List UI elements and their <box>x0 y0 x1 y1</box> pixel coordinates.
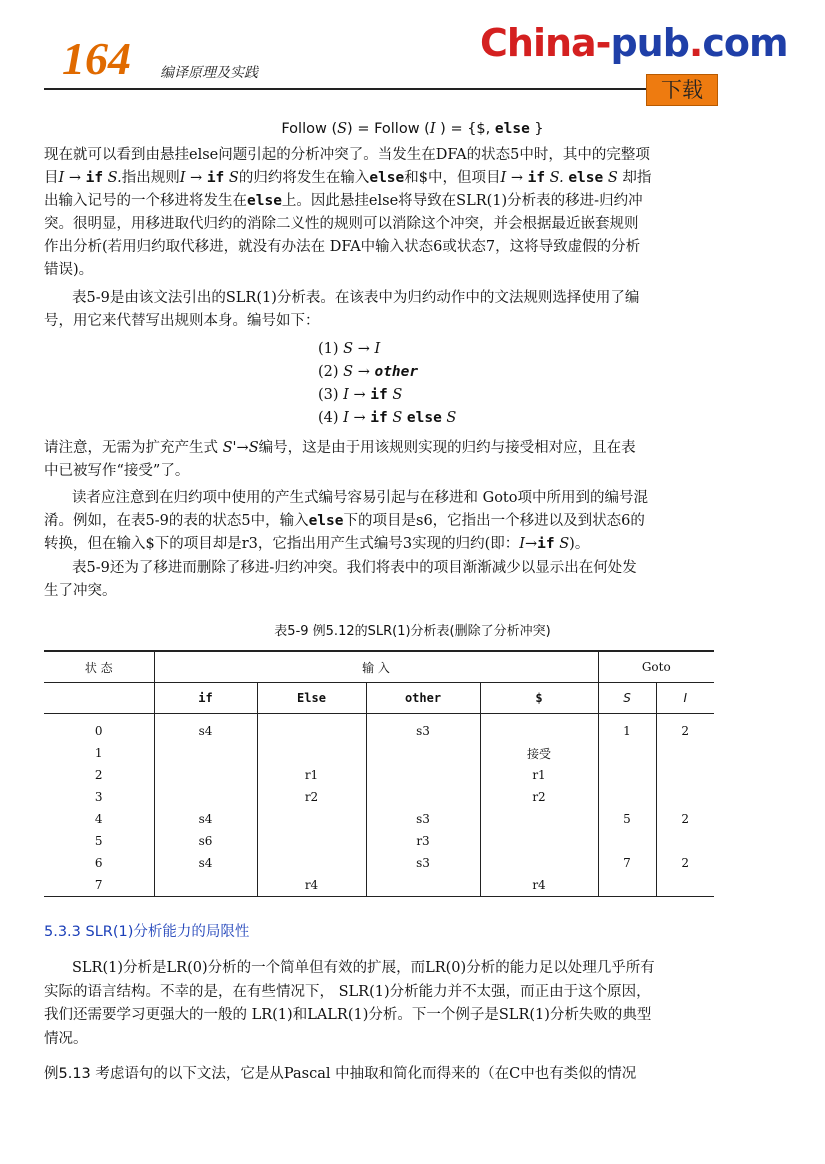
table-cell <box>598 830 656 852</box>
table-cell <box>656 764 714 786</box>
table-cell: r2 <box>480 786 598 808</box>
grammar-rule-1: (1) S → I <box>318 341 381 357</box>
table-cell <box>480 808 598 830</box>
grammar-rule-3: (3) I → if S <box>318 387 403 403</box>
table-cell <box>656 830 714 852</box>
subheader-other: other <box>366 683 480 714</box>
table-cell <box>598 764 656 786</box>
table-row <box>44 742 714 764</box>
table-cell: s6 <box>154 830 257 852</box>
table-cell: 3 <box>94 790 103 804</box>
table-cell: 接受 <box>480 742 598 764</box>
table-cell: r1 <box>257 764 366 786</box>
para1-line2: 目I → if S.指出规则I → if S的归约将发生在输入else和$中，但项目I → if S. else S 却指 <box>44 170 652 186</box>
para1-line3: 出输入记号的一个移进将发生在else上。因此悬挂else将导致在SLR(1)分析表的移进-归约冲 <box>44 193 643 209</box>
table-cell: 6 <box>94 856 103 870</box>
subheader-blank <box>44 683 154 714</box>
table-cell: 2 <box>94 768 103 782</box>
follow-formula: Follow (S) = Follow (I ) = {$, else } <box>281 121 544 137</box>
table-row <box>44 874 714 897</box>
table-cell: r4 <box>257 874 366 897</box>
table-cell: 7 <box>44 874 154 897</box>
download-button[interactable]: 下载 <box>646 74 718 106</box>
table-cell <box>598 786 656 808</box>
table-cell: 2 <box>656 808 714 830</box>
table-cell <box>366 764 480 786</box>
table-row <box>44 808 714 830</box>
table-caption: 表5-9 例5.12的SLR(1)分析表(删除了分析冲突) <box>274 624 551 639</box>
table-cell <box>154 786 257 808</box>
table-cell: 7 <box>598 852 656 874</box>
table-row <box>44 830 714 852</box>
subheader-S: S <box>598 683 656 714</box>
table-cell <box>257 808 366 830</box>
table-cell: r2 <box>257 786 366 808</box>
table-cell: 2 <box>656 714 714 743</box>
table-cell: s3 <box>366 714 480 743</box>
example-5-13 <box>44 1066 716 1083</box>
grammar-rule-4: (4) I → if S else S <box>318 410 457 426</box>
table-cell <box>480 852 598 874</box>
table-cell: 1 <box>94 746 103 760</box>
table-cell: s4 <box>154 714 257 743</box>
table-row <box>44 714 714 743</box>
para5-line1: 表5-9还为了移进而删除了移进-归约冲突。我们将表中的项目渐渐减少以显示出在何处发 <box>72 560 637 576</box>
subheader-I: I <box>656 683 714 714</box>
table-cell <box>154 874 257 897</box>
para1-line6: 错误)。 <box>44 262 94 278</box>
header-goto: Goto <box>598 651 714 683</box>
table-cell: r4 <box>480 874 598 897</box>
table-cell <box>257 714 366 743</box>
table-cell: s3 <box>366 808 480 830</box>
table-cell <box>154 764 257 786</box>
subheader-else: Else <box>257 683 366 714</box>
table-cell: 5 <box>94 834 103 848</box>
table-cell: s4 <box>154 852 257 874</box>
table-cell: 0 <box>94 724 103 738</box>
table-cell <box>598 742 656 764</box>
para6-line1: SLR(1)分析是LR(0)分析的一个简单但有效的扩展，而LR(0)分析的能力足以处理几乎所有 <box>72 960 655 976</box>
slr-parsing-table <box>44 650 714 897</box>
table-cell <box>598 874 656 897</box>
table-cell <box>366 786 480 808</box>
book-title: 编译原理及实践 <box>160 65 258 81</box>
page-number: 164 <box>62 33 131 84</box>
section-heading: 5.3.3 SLR(1)分析能力的局限性 <box>44 924 250 940</box>
table-row <box>44 786 714 808</box>
para6-line4: 情况。 <box>44 1031 88 1047</box>
para6-line3: 我们还需要学习更强大的一般的 LR(1)和LALR(1)分析。下一个例子是SLR(1)分析失败的典型 <box>44 1007 652 1023</box>
para4-line2: 淆。例如，在表5-9的表的状态5中，输入else下的项目是s6，它指出一个移进以及到状态6的 <box>44 513 645 529</box>
para3-line1: 请注意，无需为扩充产生式 S'→S编号，这是由于用该规则实现的归约与接受相对应，且在表 <box>44 440 636 456</box>
table-cell: s3 <box>366 852 480 874</box>
para4-line3: 转换，但在输入$下的项目却是r3，它指出用产生式编号3实现的归约(即：I→if S)。 <box>44 536 590 552</box>
table-cell <box>257 830 366 852</box>
subheader-dollar: $ <box>480 683 598 714</box>
para6-line2: 实际的语言结构。不幸的是，在有些情况下， SLR(1)分析能力并不太强，而正由于这个原因， <box>44 984 651 1000</box>
table-cell: 5 <box>598 808 656 830</box>
para2-line1: 表5-9是由该文法引出的SLR(1)分析表。在该表中为归约动作中的文法规则选择使用了编 <box>72 290 640 306</box>
table-cell <box>480 830 598 852</box>
table-cell: s4 <box>154 808 257 830</box>
para3-line2: 中已被写作“接受”了。 <box>44 463 190 479</box>
table-cell <box>154 742 257 764</box>
example-text: 考虑语句的以下文法，它是从Pascal 中抽取和简化而得来的（在C中也有类似的情况 <box>90 1066 637 1082</box>
table-cell <box>480 714 598 743</box>
table-cell <box>257 742 366 764</box>
table-cell: 4 <box>94 812 103 826</box>
table-cell: r1 <box>480 764 598 786</box>
table-cell <box>257 852 366 874</box>
grammar-rule-2: (2) S → other <box>318 364 419 380</box>
header-state: 状 态 <box>44 651 154 683</box>
table-cell <box>656 742 714 764</box>
example-label: 例5.13 <box>44 1066 91 1082</box>
table-row <box>44 764 714 786</box>
header-input: 输 入 <box>154 651 598 683</box>
table-cell: 1 <box>598 714 656 743</box>
para1-line4: 突。很明显，用移进取代归约的消除二义性的规则可以消除这个冲突，并会根据最近嵌套规则 <box>44 216 639 232</box>
table-cell <box>366 874 480 897</box>
table-cell: r3 <box>366 830 480 852</box>
table-cell <box>656 874 714 897</box>
table-cell <box>366 742 480 764</box>
china-pub-logo[interactable]: China-pub.com <box>480 21 788 65</box>
subheader-if: if <box>154 683 257 714</box>
header-rule <box>44 88 716 90</box>
table-cell <box>656 786 714 808</box>
para2-line2: 号，用它来代替写出规则本身。编号如下： <box>44 313 320 329</box>
para4-line1: 读者应注意到在归约项中使用的产生式编号容易引起与在移进和 Goto项中所用到的编号混 <box>72 490 648 506</box>
table-cell: 2 <box>656 852 714 874</box>
para5-line2: 生了冲突。 <box>44 583 117 599</box>
para1-line1: 现在就可以看到由悬挂else问题引起的分析冲突了。当发生在DFA的状态5中时，其中的完整项 <box>44 147 650 163</box>
table-row <box>44 852 714 874</box>
para1-line5: 作出分析(若用归约取代移进，就没有办法在 DFA中输入状态6或状态7，这将导致虚假的分析 <box>44 239 641 255</box>
